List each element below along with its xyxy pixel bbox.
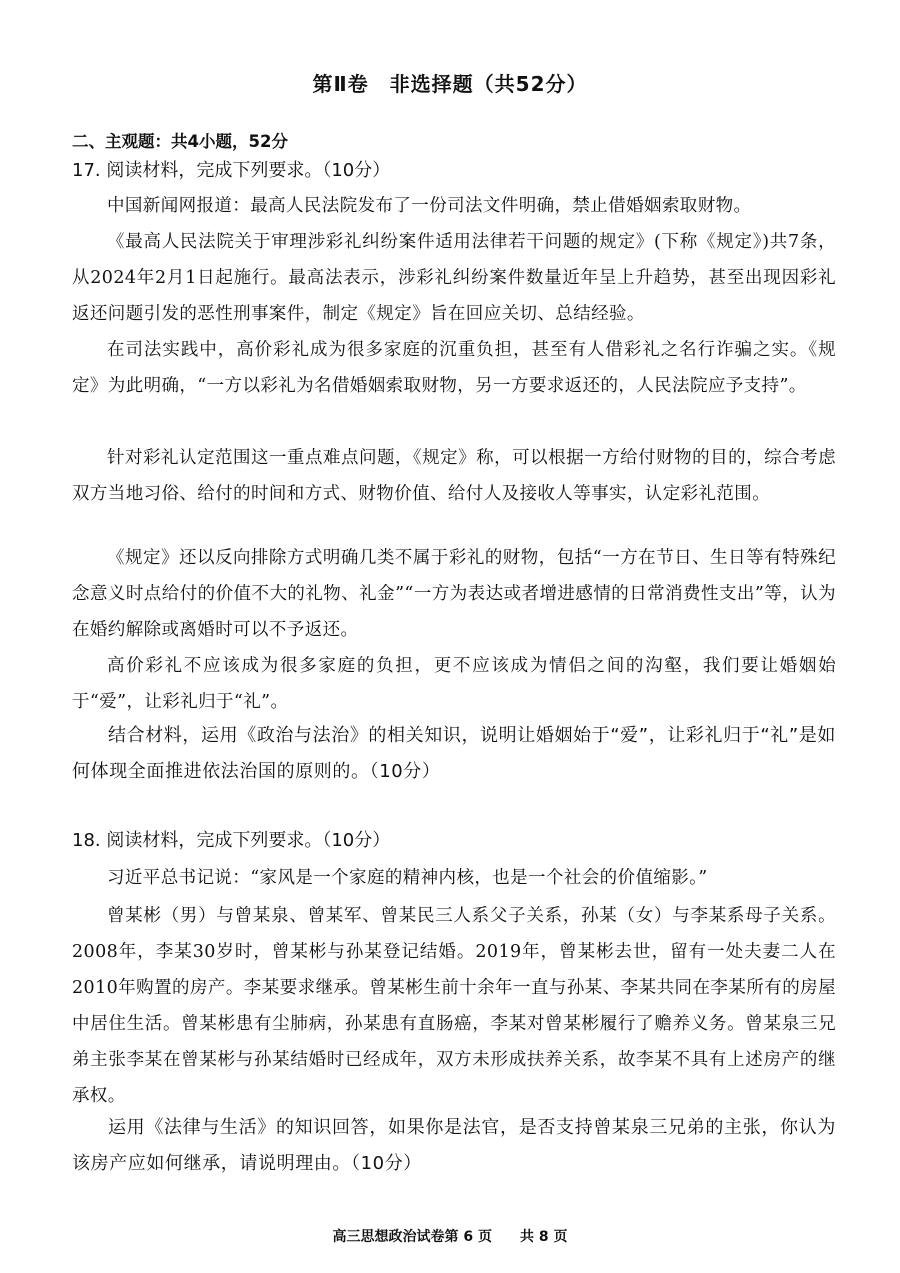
q17-material-paragraph: 在司法实践中，高价彩礼成为很多家庭的沉重负担，甚至有人借彩礼之名行诈骗之实。《规定》为此明确，“一方以彩礼为名借婚姻索取财物，另一方要求返还的，人民法院应予支持”。 [72, 340, 836, 396]
page-footer: 高三思想政治试卷第 6 页 共 8 页 [332, 1229, 568, 1245]
q17-task: 结合材料，运用《政治与法治》的相关知识，说明让婚姻始于“爱”，让彩礼归于“礼”是如何体现全面推进依法治国的原则的。（10分） [72, 725, 836, 782]
q17-material-paragraph: 《规定》还以反向排除方式明确几类不属于彩礼的财物，包括“一方在节日、生日等有特殊纪念意义时点给付的价值不大的礼物、礼金”“一方为表达或者增进感情的日常消费性支出”等，认为在婚约解除或离婚时可以不予返还。 [72, 548, 836, 640]
q17-material-paragraph: 针对彩礼认定范围这一重点难点问题，《规定》称，可以根据一方给付财物的目的，综合考虑双方当地习俗、给付的时间和方式、财物价值、给付人及接收人等事实，认定彩礼范围。 [72, 448, 836, 504]
q18-material-paragraph: 曾某彬（男）与曾某泉、曾某军、曾某民三人系父子关系，孙某（女）与李某系母子关系。2008年，李某30岁时，曾某彬与孙某登记结婚。2019年，曾某彬去世，留有一处夫妻二人在2010年购置的房产。李某要求继承。曾某彬生前十余年一直与孙某、李某共同在李某所有的房屋中居住生活。曾某彬患有尘肺病，孙某患有直肠癌，李某对曾某彬履行了赡养义务。曾某泉三兄弟主张李某在曾某彬与孙某结婚时已经成年，双方未形成扶养关系，故李某不具有上述房产的继承权。 [72, 906, 836, 1106]
q17-material-paragraph: 《最高人民法院关于审理涉彩礼纠纷案件适用法律若干问题的规定》(下称《规定》)共7条，从2024年2月1日起施行。最高法表示，涉彩礼纠纷案件数量近年呈上升趋势，甚至出现因彩礼返还问题引发的恶性刑事案件，制定《规定》旨在回应关切、总结经验。 [72, 232, 836, 324]
q18-task: 运用《法律与生活》的知识回答，如果你是法官，是否支持曾某泉三兄弟的主张，你认为该房产应如何继承，请说明理由。（10分） [72, 1117, 836, 1174]
q17-material-paragraph: 高价彩礼不应该成为很多家庭的负担，更不应该成为情侣之间的沟壑，我们要让婚姻始于“爱”，让彩礼归于“礼”。 [72, 656, 836, 712]
question-18-heading: 18. 阅读材料，完成下列要求。（10分） [72, 830, 391, 851]
q18-material-paragraph: 习近平总书记说：“家风是一个家庭的精神内核，也是一个社会的价值缩影。” [107, 868, 708, 888]
section-heading: 二、主观题：共4小题，52分 [72, 132, 288, 151]
question-17-heading: 17. 阅读材料，完成下列要求。（10分） [72, 160, 391, 181]
page-title: 第Ⅱ卷 非选择题（共52分） [312, 72, 588, 96]
q17-material-paragraph: 中国新闻网报道：最高人民法院发布了一份司法文件明确，禁止借婚姻索取财物。 [107, 196, 752, 216]
